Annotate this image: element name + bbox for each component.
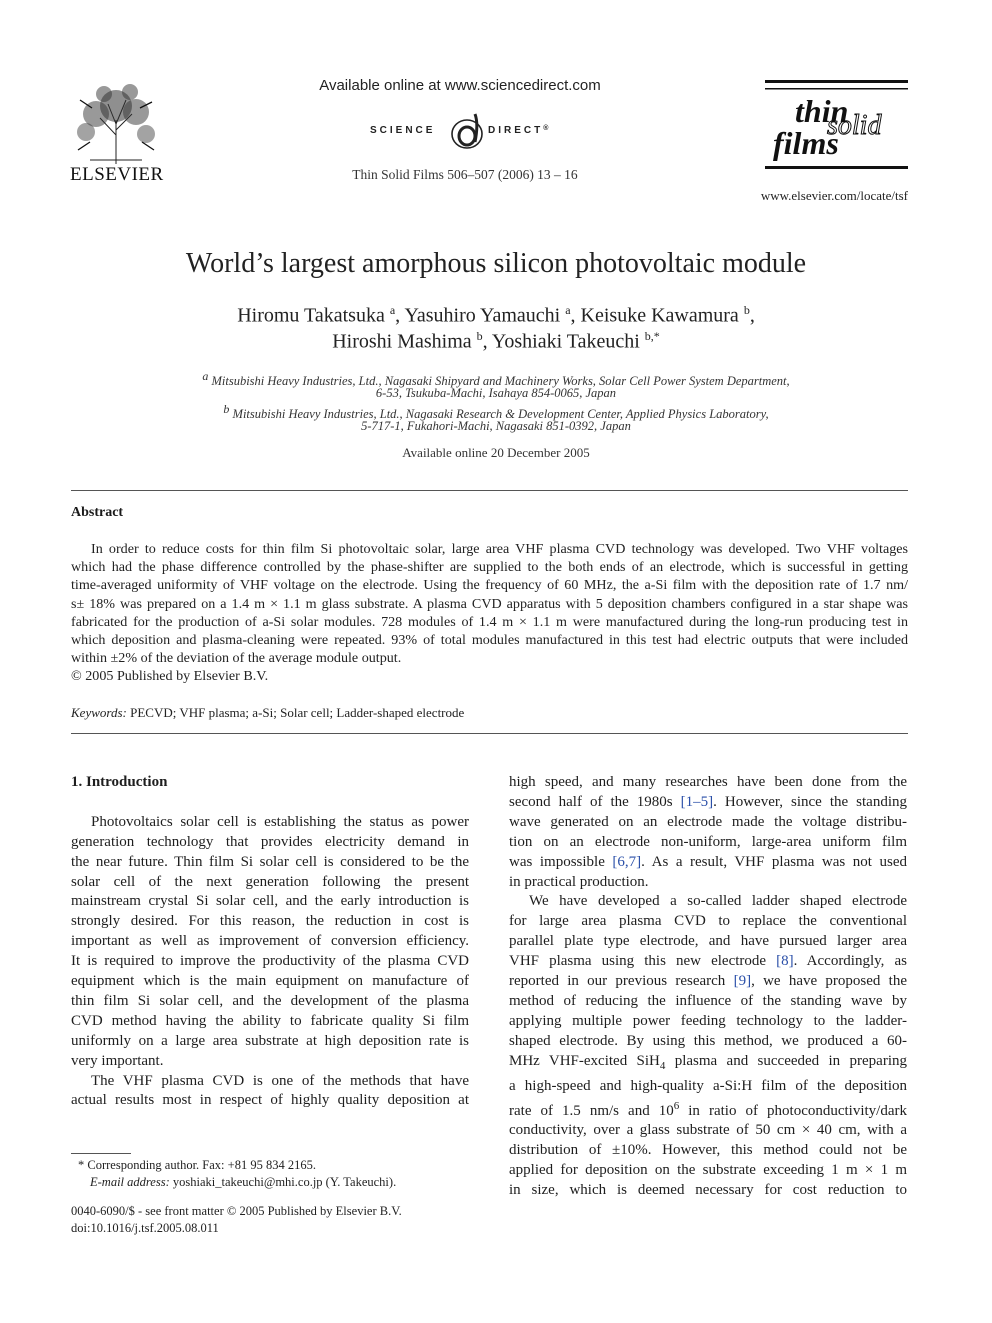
doi-link[interactable]: doi:10.1016/j.tsf.2005.08.011 <box>71 1221 219 1235</box>
affiliation-line: 6-53, Tsukuba-Machi, Isahaya 854-0065, Japan <box>375 386 617 400</box>
body-line: applied for deposition on the substrate exceeding 1 m × 1 m <box>509 1162 907 1179</box>
divider <box>71 490 908 491</box>
available-date: Available online 20 December 2005 <box>402 445 590 460</box>
body-line: solar cell of the next generation following the present <box>71 873 469 890</box>
citation-link[interactable]: [1–5] <box>680 793 714 810</box>
available-online-banner[interactable]: Available online at www.sciencedirect.com <box>319 77 601 94</box>
body-line: equipment which is the main equipment on manufacture of <box>71 973 469 990</box>
body-line: thin film Si solar cell, and the development of the plasma <box>71 992 469 1009</box>
keywords <box>71 705 464 721</box>
body-line: very important. <box>71 1052 164 1069</box>
email-link[interactable]: yoshiaki_takeuchi@mhi.co.jp (Y. Takeuchi). <box>169 1175 397 1189</box>
body-line: mainstream crystal Si solar cell, and the early introduction is <box>71 893 469 910</box>
author-affiliation-mark: b,* <box>644 329 660 343</box>
affiliation-line: $^a$ Mitsubishi Heavy Industries, Ltd., Nagasaki Shipyard and Machinery Works, Solar Cell Power System Department, <box>202 369 790 389</box>
body-line: parallel plate type electrode, and have pursued larger area <box>509 933 907 950</box>
body-line: Photovoltaics solar cell is establishing the status as power <box>91 813 469 830</box>
abstract-line: which deposition and plasma-cleaning were repeated. 93% of total modules manufactured in this test had electric outputs that were included <box>71 632 908 649</box>
body-column-left <box>71 773 469 1111</box>
author-affiliation-mark: b <box>743 303 750 317</box>
journal-url-link[interactable]: www.elsevier.com/locate/tsf <box>760 188 908 203</box>
publisher-wordmark: ELSEVIER <box>70 164 164 185</box>
body-line: high speed, and many researches have been done from the <box>509 774 907 790</box>
author-name[interactable]: Hiromu Takatsuka <box>237 304 385 327</box>
abstract-line: time-averaged uniformity of VHF voltage on the electrode. Using the frequency of 60 MHz, the a-Si film with the deposition rate of 1.7 nm/ <box>71 577 908 594</box>
svg-text:thin: thin <box>795 93 849 129</box>
issn-line: 0040-6090/$ - see front matter © 2005 Published by Elsevier B.V. <box>71 1204 402 1218</box>
corresponding-author-note: * Corresponding author. Fax: +81 95 834 2165. <box>78 1158 316 1172</box>
body-line: method of reducing the influence of the standing wave by <box>509 992 907 1009</box>
keywords-label: Keywords: <box>71 705 127 720</box>
body-line: second half of the 1980s [1–5]. However, since the standing <box>509 793 907 810</box>
body-line: applying multiple power feeding technology to the ladder- <box>509 1012 907 1029</box>
body-line: rate of 1.5 nm/s and $10^6$ in ratio of photoconductivity/dark <box>509 1099 907 1119</box>
footnote-divider <box>71 1153 131 1154</box>
sciencedirect-d-icon <box>447 110 487 152</box>
authors-line-1: Hiromu Takatsuka $^a$, Yasuhiro Yamauchi $^a$, Keisuke Kawamura $^b$, <box>237 303 755 327</box>
abstract-line: within ±2% of the deviation of the average module output. <box>71 650 402 667</box>
body-line: in practical production. <box>509 873 649 890</box>
abstract-heading: Abstract <box>71 505 124 520</box>
sciencedirect-logo[interactable] <box>365 112 565 154</box>
email-note: E-mail address: yoshiaki_takeuchi@mhi.co.jp (Y. Takeuchi). <box>90 1175 397 1189</box>
body-line: a high-speed and high-quality a-Si:H film of the deposition <box>509 1077 907 1094</box>
citation-link[interactable]: [9] <box>733 973 752 990</box>
body-line: distribution of ±10%. However, this method could not be <box>509 1142 907 1159</box>
citation-link[interactable]: [8] <box>776 953 794 970</box>
abstract-line: fabricated for the production of a-Si solar modules. 728 modules of 1.4 m × 1.1 m were manufactured during the long-run producing test in <box>71 613 908 630</box>
author-affiliation-mark: b <box>476 329 483 343</box>
body-line: uniformly on a large area substrate at high deposition rate is <box>71 1032 469 1049</box>
body-line: It is required to improve the productivity of the plasma CVD <box>71 953 469 970</box>
body-line: important as well as improvement of conversion efficiency. <box>71 933 469 950</box>
abstract-line: In order to reduce costs for thin film Si photovoltaic solar, large area VHF plasma CVD technology was developed. Two VHF voltages <box>91 541 908 557</box>
author-name[interactable]: Keisuke Kawamura <box>580 304 739 327</box>
body-line: conductivity, over a glass substrate of 50 cm × 40 cm, with a <box>509 1122 907 1139</box>
svg-text:solid: solid <box>827 110 882 141</box>
body-line: VHF plasma using this new electrode [8]. Accordingly, as <box>509 953 908 970</box>
elsevier-tree-icon <box>70 80 162 164</box>
author-name[interactable]: Hiroshi Mashima <box>332 330 472 353</box>
thin-solid-films-logo <box>765 80 908 173</box>
body-line: tion on an electrode non-uniform, large-area uniform film <box>509 833 907 850</box>
sd-left-word: SCIENCE <box>370 125 436 136</box>
abstract-body <box>71 540 908 667</box>
body-line: shaped electrode. By using this method, we produced a 60- <box>509 1032 907 1049</box>
elsevier-logo <box>70 80 162 188</box>
body-line: actual results most in respect of highly quality deposition at <box>71 1092 469 1109</box>
body-line: was impossible [6,7]. As a result, VHF plasma was not used <box>509 853 907 870</box>
article-title: World’s largest amorphous silicon photovoltaic module <box>185 248 807 279</box>
divider <box>71 733 908 734</box>
sd-right-word: DIRECT® <box>488 125 549 136</box>
authors-line-2: Hiroshi Mashima $^b$, Yoshiaki Takeuchi $^{b,*}$ <box>332 329 660 353</box>
body-line: The VHF plasma CVD is one of the methods that have <box>91 1072 469 1089</box>
body-line: wave generated on an electrode made the voltage distribu- <box>509 813 907 830</box>
body-line: generation technology that provides electricity demand in <box>71 833 469 850</box>
body-line: strongly desired. For this reason, the reduction in cost is <box>71 913 469 930</box>
abstract-line: s± 18% was prepared on a 1.4 m × 1.1 m glass substrate. A plasma CVD apparatus with 5 deposition chambers configured in a star shape was <box>71 595 908 612</box>
body-line: reported in our previous research [9], we have proposed the <box>509 973 907 990</box>
keywords-list: PECVD; VHF plasma; a-Si; Solar cell; Ladder-shaped electrode <box>130 705 465 720</box>
journal-citation: Thin Solid Films 506–507 (2006) 13 – 16 <box>352 167 578 182</box>
copyright-notice: © 2005 Published by Elsevier B.V. <box>71 668 269 684</box>
affiliation-line: $^b$ Mitsubishi Heavy Industries, Ltd., Nagasaki Research & Development Center, Applied Physics Laboratory, <box>223 402 769 422</box>
author-name[interactable]: Yoshiaki Takeuchi <box>491 330 640 353</box>
body-line: the near future. Thin film Si solar cell is considered to be the <box>71 853 469 870</box>
body-line: CVD method having the ability to fabricate quality Si film <box>71 1012 469 1029</box>
author-affiliation-mark: a <box>389 303 396 317</box>
abstract-line: which had the phase difference controlled by the phase-shifter are supplied to the both ends of an electrode, which is successful in getting <box>71 559 908 576</box>
body-column-right <box>509 773 907 1201</box>
body-line: We have developed a so-called ladder shaped electrode <box>529 893 907 910</box>
section-heading: 1. Introduction <box>71 774 168 790</box>
body-line: in size, which is deemed necessary for cost reduction to <box>509 1182 907 1199</box>
svg-text:films: films <box>773 125 839 161</box>
citation-link[interactable]: [6,7] <box>612 853 642 870</box>
author-name[interactable]: Yasuhiro Yamauchi <box>404 304 561 327</box>
body-line: MHz VHF-excited SiH$_4$ plasma and succeeded in preparing <box>509 1052 907 1072</box>
affiliation-line: 5-717-1, Fukahori-Machi, Nagasaki 851-0392, Japan <box>361 419 631 433</box>
author-affiliation-mark: a <box>565 303 571 317</box>
body-line: for large area plasma CVD to replace the conventional <box>509 913 907 930</box>
